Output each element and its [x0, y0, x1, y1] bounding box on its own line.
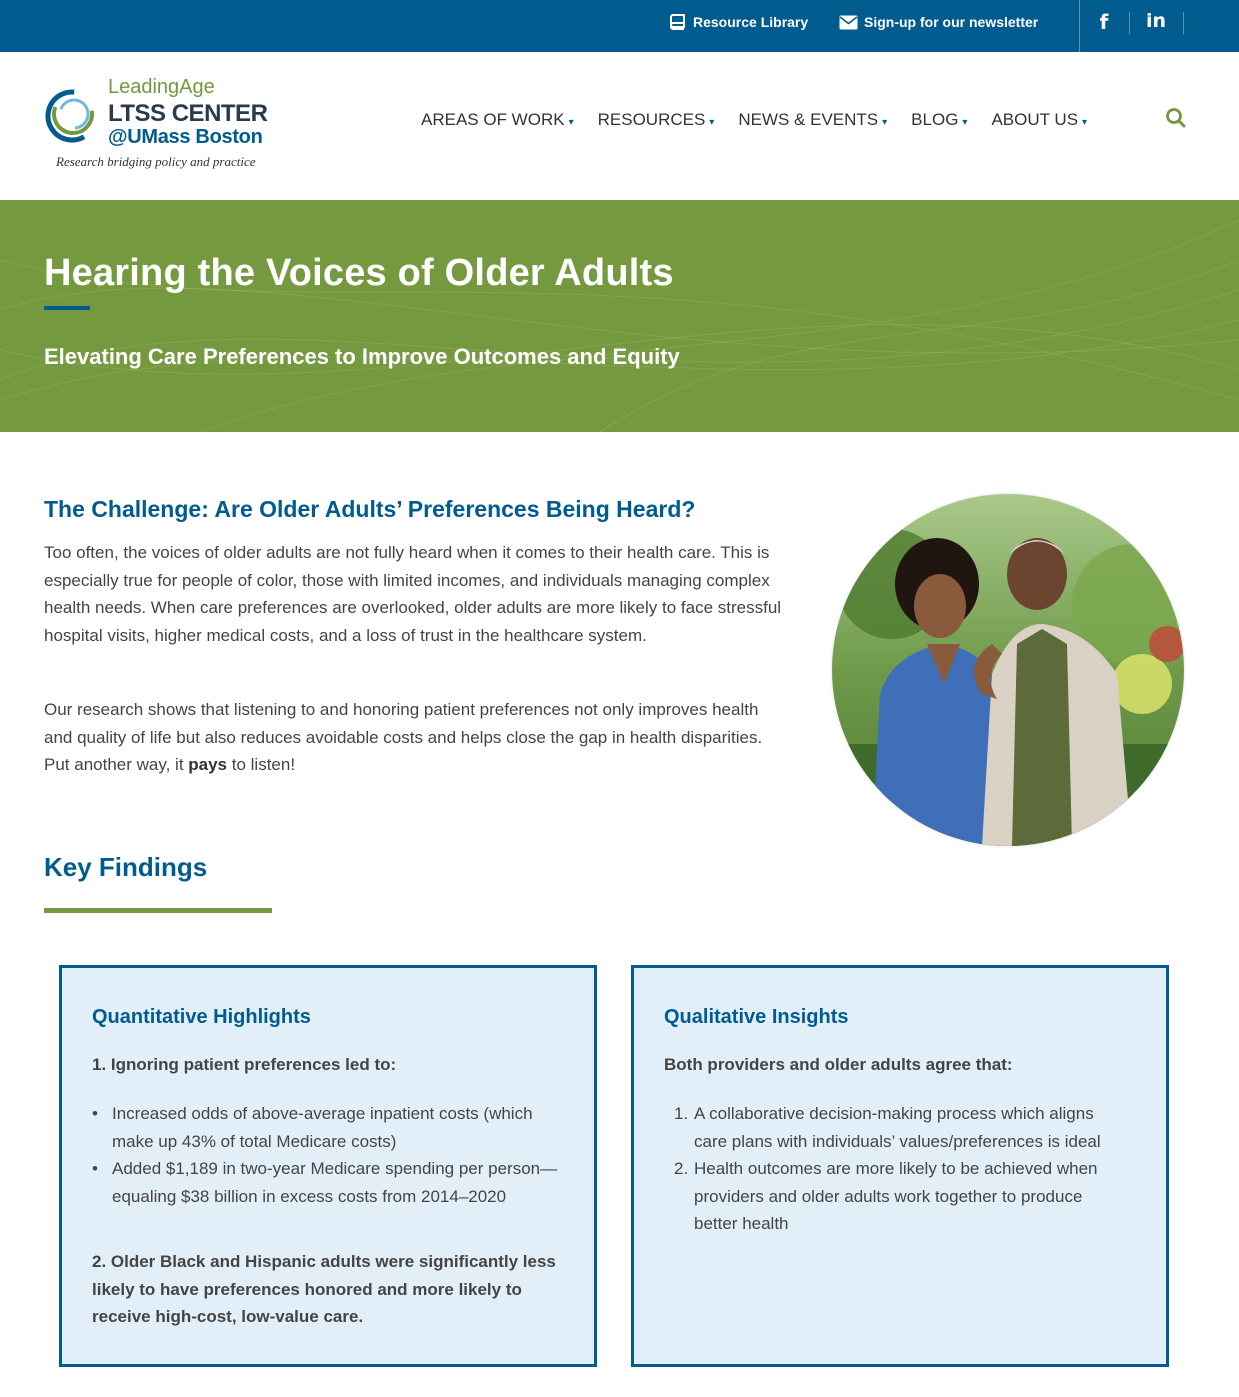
nurse-and-older-adult-photo: [832, 494, 1184, 846]
envelope-icon: [839, 15, 858, 30]
qualitative-list: [664, 1100, 1124, 1238]
list-item: [664, 1100, 1124, 1155]
list-item: [664, 1155, 1124, 1238]
list-number: 1.: [674, 1104, 689, 1123]
para2-text: Our research shows that listening to and honoring patient preferences not only improves health and quality of life but also reduces avoidable costs and helps close the gap in health disparities. Put another way, it: [44, 700, 763, 774]
key-findings-underline: [44, 908, 272, 913]
caret-down-icon: ▾: [709, 116, 715, 128]
social-divider: [1183, 12, 1184, 34]
caret-down-icon: ▾: [962, 116, 968, 128]
nav-item-label: AREAS OF WORK: [421, 110, 565, 129]
resource-library-label: Resource Library: [693, 14, 809, 30]
key-findings-heading: Key Findings: [44, 852, 208, 882]
hero-pattern: [0, 200, 1239, 432]
social-divider: [1129, 12, 1130, 34]
nav-item-label: BLOG: [911, 110, 959, 129]
title-underline: [44, 306, 90, 310]
para2-text-end: to listen!: [227, 755, 296, 774]
finding-2-text: 2. Older Black and Hispanic adults were significantly less likely to have preferences honored and more likely to receive high-cost, low-value care.: [92, 1252, 556, 1326]
nav-item-label: RESOURCES: [597, 110, 706, 129]
challenge-paragraph-2: [44, 696, 784, 779]
nav-item-label: ABOUT US: [991, 110, 1079, 129]
finding-1-list: [92, 1100, 562, 1210]
resource-library-link[interactable]: [669, 12, 808, 32]
facebook-icon[interactable]: f: [1099, 10, 1109, 34]
newsletter-label: Sign-up for our newsletter: [864, 14, 1039, 30]
page-subtitle: Elevating Care Preferences to Improve Outcomes and Equity: [44, 344, 680, 369]
list-item: • Increased odds of above-average inpatient costs (which make up 43% of total Medicare costs): [92, 1100, 562, 1155]
caret-down-icon: ▾: [568, 116, 574, 128]
list-number: 2.: [674, 1159, 689, 1178]
challenge-paragraph-1: Too often, the voices of older adults are not fully heard when it comes to their health care. This is especially true for people of color, those with limited incomes, and individuals managing complex health needs. When care preferences are overlooked, older adults are more likely to face stressful hospital visits, higher medical costs, and a loss of trust in the healthcare system.: [44, 543, 782, 645]
page-title: Hearing the Voices of Older Adults: [44, 252, 674, 294]
site-header: [0, 52, 1239, 200]
nav-item-resources[interactable]: [598, 110, 715, 130]
site-logo[interactable]: [44, 76, 284, 176]
hero-banner: [0, 200, 1239, 432]
finding-1-heading: 1. Ignoring patient preferences led to:: [92, 1055, 397, 1074]
nav-item-news-events[interactable]: [738, 110, 887, 130]
logo-line-3: @UMass Boston: [108, 126, 263, 148]
caret-down-icon: ▾: [882, 116, 888, 128]
search-icon[interactable]: [1165, 107, 1187, 129]
card-title: Qualitative Insights: [664, 1006, 849, 1028]
nav-item-areas-of-work[interactable]: [421, 110, 574, 130]
qualitative-insights-card: [631, 965, 1169, 1367]
logo-tagline: Research bridging policy and practice: [56, 154, 256, 169]
topbar-divider: [1079, 0, 1080, 52]
photo-illustration: [832, 494, 1184, 846]
caret-down-icon: ▾: [1082, 116, 1088, 128]
nav-item-label: NEWS & EVENTS: [738, 110, 879, 129]
nav-item-about-us[interactable]: [991, 110, 1087, 130]
top-bar: [0, 0, 1239, 52]
list-item: • Added $1,189 in two-year Medicare spending per person—equaling $38 billion in excess costs from 2014–2020: [92, 1155, 562, 1210]
book-icon: [669, 13, 687, 31]
card-title: Quantitative Highlights: [92, 1006, 311, 1028]
newsletter-link[interactable]: [839, 12, 1038, 32]
challenge-heading: The Challenge: Are Older Adults’ Preferences Being Heard?: [44, 496, 696, 522]
logo-line-1: LeadingAge: [108, 76, 215, 98]
list-item-text: Health outcomes are more likely to be achieved when providers and older adults work together to produce better health: [694, 1159, 1098, 1233]
para2-bold: pays: [188, 755, 228, 774]
logo-line-2: LTSS CENTER: [108, 100, 268, 127]
nav-item-blog[interactable]: [911, 110, 967, 130]
main-nav: [421, 110, 1111, 130]
logo-swirl-icon: [44, 84, 104, 144]
list-item-text: A collaborative decision-making process which aligns care plans with individuals’ values/preferences is ideal: [694, 1104, 1101, 1151]
qualitative-intro: Both providers and older adults agree that:: [664, 1055, 1013, 1074]
linkedin-icon[interactable]: in: [1145, 10, 1167, 32]
quantitative-highlights-card: [59, 965, 597, 1367]
